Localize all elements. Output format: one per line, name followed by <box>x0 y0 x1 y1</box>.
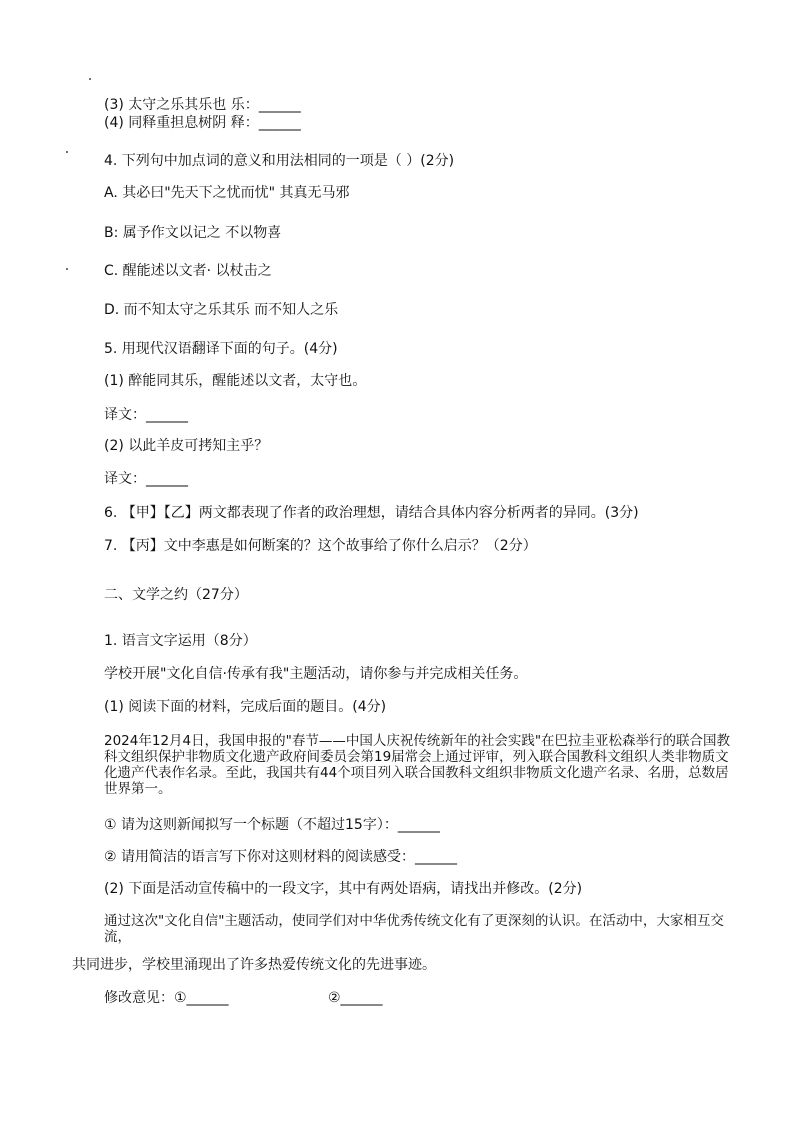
activity-intro: 学校开展"文化自信·传承有我"主题活动，请你参与并完成相关任务。 <box>104 666 528 682</box>
scan-dot <box>89 78 91 80</box>
q3-item-3: (3) 太守之乐其乐也 乐：______ <box>104 97 301 113</box>
q5-translation-2: 译文：______ <box>104 471 188 487</box>
news-material: 2024年12月4日，我国申报的"春节——中国人庆祝传统新年的社会实践"在巴拉圭亚松森举行的联合国教科文组织保护非物质文化遗产政府间委员会第19届常会上通过评审，列入联合国教科文组织人类非物质文化遗产代表作名录。至此，我国共有44个项目列入联合国教科文组织非物质文化遗产名录、名册，总数居世界第一。 <box>104 733 731 797</box>
passage-part-2: 共同进步，学校里涌现出了许多热爱传统文化的先进事迹。 <box>72 957 436 973</box>
passage-part-1: 通过这次"文化自信"主题活动，使同学们对中华优秀传统文化有了更深刻的认识。在活动中，大家相互交流， <box>104 913 724 945</box>
q5-sentence-2: (2) 以此羊皮可拷知主乎？ <box>104 438 269 454</box>
sub-question-2: (2) 下面是活动宣传稿中的一段文字，其中有两处语病，请找出并修改。(2分) <box>104 881 583 897</box>
revision-label: 修改意见：①______ <box>104 990 229 1006</box>
scan-dot <box>66 151 68 153</box>
q5-sentence-1: (1) 醉能同其乐，醒能述以文者，太守也。 <box>104 373 367 389</box>
scan-dot <box>66 268 68 270</box>
q7-stem: 7. 【丙】文中李惠是如何断案的？这个故事给了你什么启示？（2分） <box>104 538 537 554</box>
q4-option-a: A. 其必曰"先天下之忧而忧" 其真无马邪 <box>104 185 350 201</box>
q5-translation-1: 译文：______ <box>104 407 188 423</box>
q4-stem: 4. 下列句中加点词的意义和用法相同的一项是（ ）(2分) <box>104 153 455 169</box>
q4-option-d: D. 而不知太守之乐其乐 而不知人之乐 <box>104 302 339 318</box>
q4-option-b: B: 属予作文以记之 不以物喜 <box>104 225 282 241</box>
item-1-headline: ① 请为这则新闻拟写一个标题（不超过15字）：______ <box>104 817 440 833</box>
q4-option-c: C. 醒能述以文者· 以杖击之 <box>104 263 272 279</box>
sub-question-1: (1) 阅读下面的材料，完成后面的题目。(4分) <box>104 699 387 715</box>
task-1-heading: 1. 语言文字运用（8分） <box>104 633 257 649</box>
revision-blank-2: ②______ <box>328 990 383 1006</box>
item-2-reflection: ② 请用简洁的语言写下你对这则材料的阅读感受：______ <box>104 849 457 865</box>
section-heading: 二、文学之约（27分） <box>104 587 248 603</box>
q3-item-4: (4) 同释重担息树阴 释：______ <box>104 115 301 131</box>
q6-stem: 6. 【甲】【乙】两文都表现了作者的政治理想，请结合具体内容分析两者的异同。(3分) <box>104 505 639 521</box>
q5-stem: 5. 用现代汉语翻译下面的句子。(4分) <box>104 341 338 357</box>
